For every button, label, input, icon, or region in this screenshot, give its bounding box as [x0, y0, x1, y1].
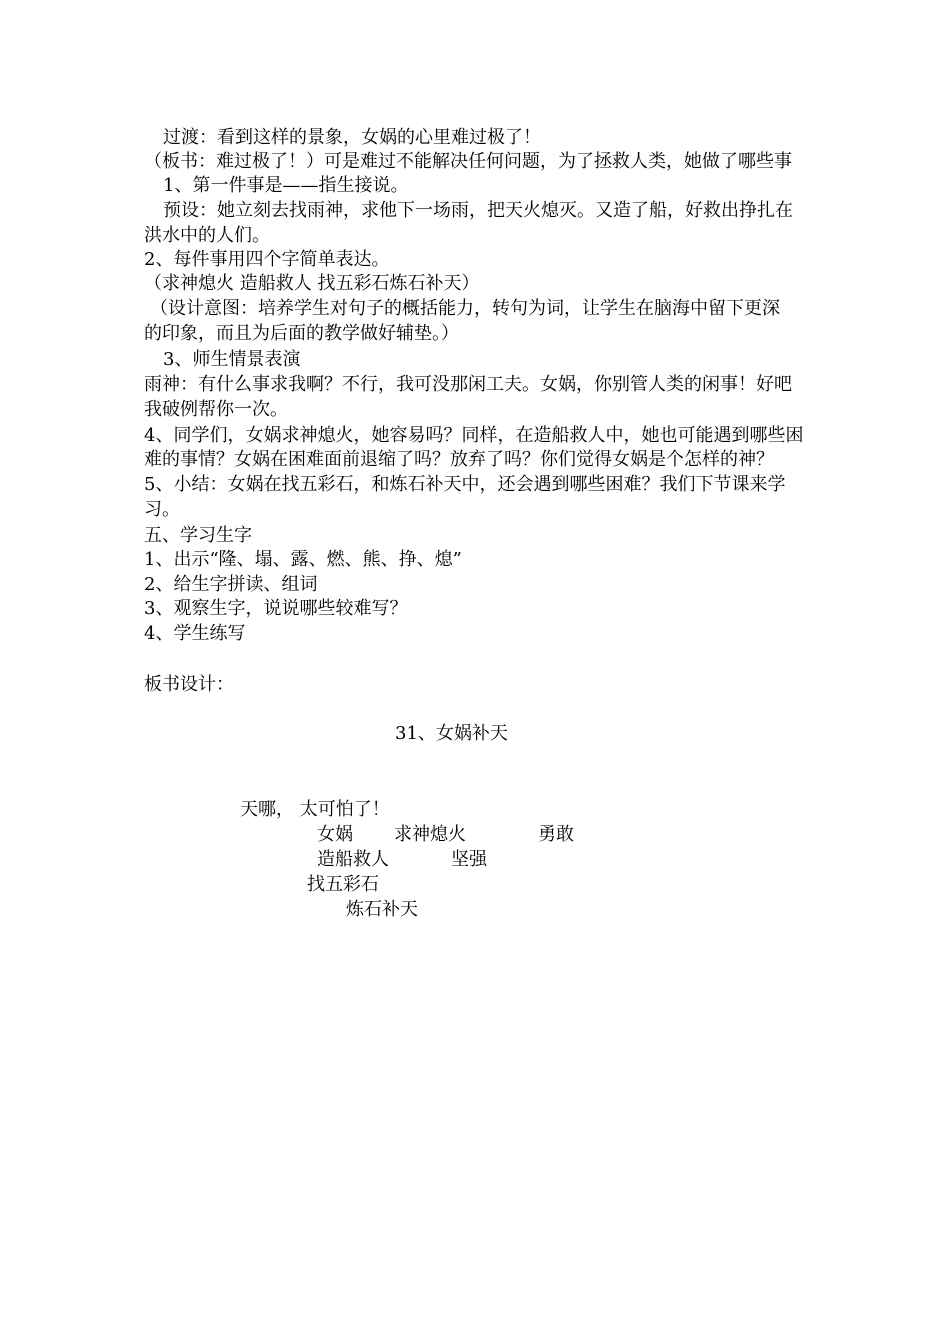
board-action-2: 造船救人	[317, 849, 389, 870]
text-line-preset: 预设：她立刻去找雨神，求他下一场雨，把天火熄灭。又造了船，好救出挣扎在	[163, 200, 793, 221]
board-action-1: 求神熄火	[394, 824, 466, 845]
board-exclamation: 天哪， 太可怕了！	[240, 799, 390, 820]
text-line-role-play: 3、师生情景表演	[163, 349, 301, 370]
text-line-pinyin: 2、给生字拼读、组词	[144, 574, 318, 595]
section-heading-characters: 五、学习生字	[144, 525, 252, 546]
board-quality-1: 勇敢	[538, 824, 574, 845]
text-line-conclusion-cont: 习。	[144, 499, 180, 520]
board-action-3: 找五彩石	[307, 874, 379, 895]
text-line-summary-phrases: （求神熄火 造船救人 找五彩石炼石补天）	[144, 273, 480, 294]
text-line-question: 4、同学们，女娲求神熄火，她容易吗？同样，在造船救人中，她也可能遇到哪些困	[144, 425, 804, 446]
text-line-four-words: 2、每件事用四个字简单表达。	[144, 249, 390, 270]
text-line-question-cont: 难的事情？女娲在困难面前退缩了吗？放弃了吗？你们觉得女娲是个怎样的神？	[144, 449, 774, 470]
text-line-preset-cont: 洪水中的人们。	[144, 225, 270, 246]
text-line-first-thing: 1、第一件事是——指生接说。	[163, 175, 409, 196]
text-line-conclusion: 5、小结：女娲在找五彩石，和炼石补天中，还会遇到哪些困难？我们下节课来学	[144, 474, 786, 495]
text-line-show-characters: 1、出示“隆、塌、露、燃、熊、挣、熄”	[144, 549, 462, 570]
text-line-design-intent-cont: 的印象，而且为后面的教学做好辅垫。）	[144, 323, 459, 344]
board-quality-2: 坚强	[451, 849, 487, 870]
board-nuwa: 女娲	[317, 824, 353, 845]
text-line-observe: 3、观察生字，说说哪些较难写？	[144, 598, 408, 619]
board-action-4: 炼石补天	[346, 899, 418, 920]
text-line-board-note: （板书：难过极了！）可是难过不能解决任何问题，为了拯救人类，她做了哪些事	[144, 151, 792, 172]
board-title: 31、女娲补天	[395, 723, 508, 744]
board-design-label: 板书设计：	[144, 674, 234, 695]
text-line-rain-god-cont: 我破例帮你一次。	[144, 399, 288, 420]
text-line-rain-god: 雨神：有什么事求我啊？不行，我可没那闲工夫。女娲，你别管人类的闲事！好吧	[144, 374, 792, 395]
text-line-design-intent: （设计意图：培养学生对句子的概括能力，转句为词，让学生在脑海中留下更深	[150, 298, 780, 319]
text-line-transition: 过渡：看到这样的景象，女娲的心里难过极了！	[163, 127, 541, 148]
text-line-practice: 4、学生练写	[144, 623, 246, 644]
